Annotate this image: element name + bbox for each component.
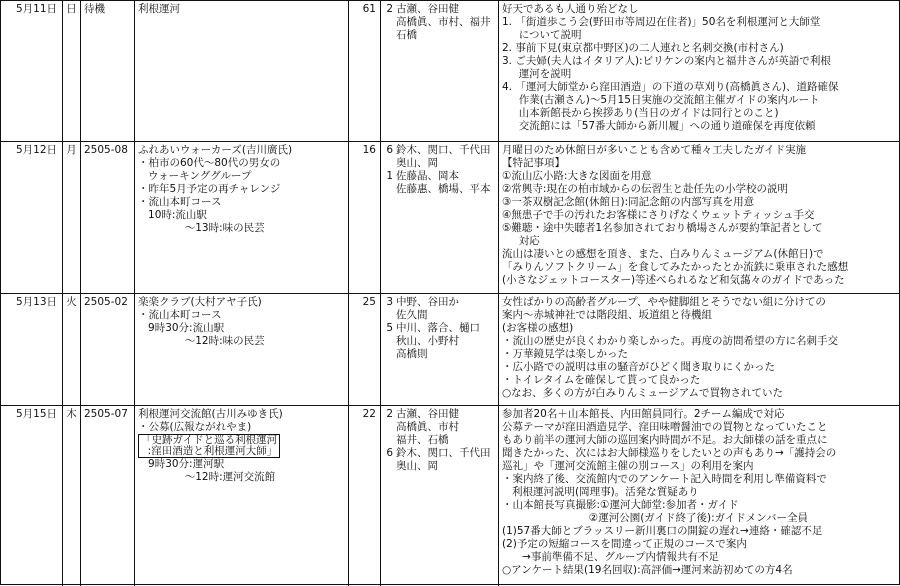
guide-count: 2 <box>386 3 393 15</box>
guide-line <box>383 170 495 183</box>
guide-names: 佐久間 <box>396 309 428 321</box>
note-line: 山本新館長から挨拶あり(当日のガイドは同行とのこと) <box>502 107 779 119</box>
guide-count: 3 <box>386 296 393 308</box>
note-line: ③一茶双樹記念館(休館日):同記念館の内部写真を用意 <box>502 196 755 208</box>
note-line: 3. ご夫婦(夫人はイタリア人):ビリケンの案内と福井さんが英語で利根 <box>502 55 831 67</box>
group-cell <box>135 294 349 405</box>
group-line: 利根運河交流館(古川みゆき氏) <box>138 408 283 420</box>
table-row <box>1 405 899 586</box>
event-title-line: :窪田酒造と利根運河大師」 <box>141 445 278 457</box>
guide-names: 古瀬、谷田健 <box>396 3 459 15</box>
group-line: ～12時:運河交流館 <box>138 471 276 483</box>
date-cell: 5月15日 <box>1 406 63 586</box>
note-line: 【特記事項】 <box>502 157 565 169</box>
guide-line <box>383 296 495 309</box>
guide-line <box>383 335 495 348</box>
group-line <box>138 434 345 458</box>
note-line: ・流山の歴史が良くわかり楽しかった。再度の訪問希望の方に名刺手交 <box>502 335 838 347</box>
participant-count-cell: 25 <box>349 294 381 405</box>
group-line: ・流山本町コース <box>138 309 222 321</box>
guides-cell <box>381 406 499 586</box>
guides-cell <box>381 1 499 141</box>
table-row <box>1 293 899 405</box>
guide-names: 奥山、岡 <box>396 460 438 472</box>
guide-line <box>383 183 495 196</box>
guide-line <box>383 421 495 434</box>
guide-names: 鈴木、関口、千代田 <box>396 144 491 156</box>
weekday-cell: 木 <box>63 406 81 586</box>
note-line: 流山は凄いとの感想を頂き、また、白みりんミュージアム(休館日)で <box>502 248 824 260</box>
note-line: ・万華鏡見学は楽しかった <box>502 348 628 360</box>
note-line: ○アンケート結果(19名回収):高評価→運河来訪初めての方4名 <box>502 564 793 576</box>
note-line: ○なお、多くの方が白みりんミュージアムで買物されていた <box>502 387 784 399</box>
note-line: について説明 <box>502 29 582 41</box>
date-cell: 5月12日 <box>1 142 63 293</box>
note-line: 巡礼」や「運河交流館主催の別コース」の利用を案内 <box>502 460 754 472</box>
request-code-cell: 2505-02 <box>81 294 135 405</box>
group-line: ・柏市の60代～80代の男女の <box>138 157 281 169</box>
note-line: 月曜日のため休館日が多いことも含めて種々工夫したガイド実施 <box>502 144 807 156</box>
group-line: ～13時:味の民芸 <box>138 222 265 234</box>
table-row <box>1 1 899 141</box>
group-line: 9時30分:流山駅 <box>138 322 225 334</box>
guide-line <box>383 447 495 460</box>
group-line: 利根運河 <box>138 3 180 15</box>
group-line: ふれあいウォーカーズ(吉川廣氏) <box>138 144 293 156</box>
note-line: →事前準備不足、グループ内情報共有不足 <box>502 551 719 563</box>
note-line: 好天であるも人通り殆どなし <box>502 3 639 15</box>
participant-count-cell: 16 <box>349 142 381 293</box>
note-line: 作業(古瀬さん)～5月15日実施の交流館主催ガイドの案内ルート <box>502 94 820 106</box>
guide-names: 中川、落合、樋口 <box>396 322 480 334</box>
guide-count: 2 <box>386 408 393 420</box>
event-title-box <box>138 434 280 458</box>
guide-count: 6 <box>386 144 393 156</box>
guide-names: 福井、石橋 <box>396 434 449 446</box>
guide-names: 古瀬、谷田健 <box>396 408 459 420</box>
guide-count: 1 <box>386 170 393 182</box>
group-line: 10時:流山駅 <box>138 209 207 221</box>
note-line: (2)予定の短縮コースを間違って正規のコースで案内 <box>502 538 747 550</box>
participant-count-cell: 22 <box>349 406 381 586</box>
request-code-cell: 2505-08 <box>81 142 135 293</box>
weekday-cell: 日 <box>63 1 81 141</box>
note-line: ・広小路での説明は車の騒音がひどく聞き取りにくかった <box>502 361 775 373</box>
note-line: 4. 「運河大師堂から窪田酒造」の下道の草刈り(高橋眞さん)、道路確保 <box>502 81 839 93</box>
notes-cell <box>499 406 899 586</box>
note-line: もあり前半の運河大師の巡回案内時間が不足。お大師様の話を重点に <box>502 434 828 446</box>
group-cell <box>135 142 349 293</box>
guide-count: 5 <box>386 322 393 334</box>
note-line: 聞きたかった、次にはお大師様巡りをしたいとの声もあり→「護持会の <box>502 447 837 459</box>
note-line: 交流館には「57番大師から新川履」への通り道確保を再度依頼 <box>502 120 816 132</box>
note-line: ・トイレタイムを確保して貰って良かった <box>502 374 701 386</box>
guide-names: 高橋則 <box>396 348 428 360</box>
date-cell: 5月11日 <box>1 1 63 141</box>
guide-names: 鈴木、関口、千代田 <box>396 447 491 459</box>
group-line: ・流山本町コース <box>138 196 222 208</box>
note-line: ・案内終了後、交流館内でのアンケート記入時間を利用し準備資料で <box>502 473 827 485</box>
guide-line <box>383 322 495 335</box>
guide-line <box>383 157 495 170</box>
guide-names: 中野、谷田か <box>396 296 459 308</box>
guide-names: 佐藤晶、岡本 <box>396 170 459 182</box>
notes-cell <box>499 1 899 141</box>
guide-names: 秋山、小野村 <box>396 335 459 347</box>
note-line: (お客様の感想) <box>502 322 574 334</box>
note-line: 利根運河説明(岡理事)。活発な質疑あり <box>502 486 699 498</box>
group-cell <box>135 406 349 586</box>
guide-line <box>383 408 495 421</box>
guides-cell <box>381 294 499 405</box>
notes-cell <box>499 142 899 293</box>
group-line: 9時30分:運河駅 <box>138 458 225 470</box>
note-line: 公募テーマが窪田酒造見学、窪田味噌醤油での買物となっていたこと <box>502 421 828 433</box>
note-line: 2. 事前下見(東京都中野区)の二人連れと名刺交換(市村さん) <box>502 42 784 54</box>
guide-line <box>383 16 495 29</box>
table-row <box>1 141 899 293</box>
guide-line <box>383 434 495 447</box>
note-line: ⑤難聴・途中失聴者1名参加されており橋場さんが要約筆記者として <box>502 222 823 234</box>
date-cell: 5月13日 <box>1 294 63 405</box>
note-line: ①流山広小路:大きな図面を用意 <box>502 170 652 182</box>
note-line: ④無患子で手の汚れたお客様にさりげなくウェットティッシュ手交 <box>502 209 815 221</box>
group-line: ～12時:味の民芸 <box>138 335 265 347</box>
group-cell <box>135 1 349 141</box>
guide-line <box>383 29 495 42</box>
guide-names: 高橋眞、市村 <box>396 421 459 433</box>
note-line: 案内～赤城神社では階段組、坂道組と待機組 <box>502 309 712 321</box>
note-line: (小さなジェットコースター)等述べられるなど和気藹々のガイドであった <box>502 274 845 286</box>
guide-line <box>383 309 495 322</box>
guide-names: 石橋 <box>396 29 417 41</box>
note-line: (1)57番大師とブラッスリー新川裏口の開錠の遅れ→連絡・確認不足 <box>502 525 823 537</box>
guide-line <box>383 144 495 157</box>
group-line: 楽楽クラブ(大村アヤ子氏) <box>138 296 262 308</box>
note-line: 運河を説明 <box>502 68 572 80</box>
note-line: 対応 <box>502 235 540 247</box>
group-line: ・公募(広報ながれやま) <box>138 421 252 433</box>
guide-names: 高橋眞、市村、福井 <box>396 16 491 28</box>
note-line: ・山本館長写真撮影:①運河大師堂:参加者・ガイド <box>502 499 739 511</box>
note-line: 女性ばかりの高齢者グループ、やや健脚組とそうでない組に分けての <box>502 296 826 308</box>
event-title-line: 「史跡ガイドと巡る利根運河 <box>141 434 278 446</box>
group-line: ・昨年5月予定の再チャレンジ <box>138 183 281 195</box>
note-line: 1. 「街道歩こう会(野田市等周辺在住者)」50名を利根運河と大師堂 <box>502 16 821 28</box>
guide-count: 6 <box>386 447 393 459</box>
weekday-cell: 月 <box>63 142 81 293</box>
note-line: ②常興寺:現在の柏市域からの伝習生と赴任先の小学校の説明 <box>502 183 788 195</box>
note-line: 「みりんソフトクリーム」を食してみたかったとか流鉄に乗車された感想 <box>502 261 849 273</box>
guide-names: 佐藤惠、橋場、平本 <box>396 183 491 195</box>
guides-cell <box>381 142 499 293</box>
request-code-cell: 待機 <box>81 1 135 141</box>
group-line: ウォーキンググループ <box>138 170 252 182</box>
weekday-cell: 火 <box>63 294 81 405</box>
request-code-cell: 2505-07 <box>81 406 135 586</box>
note-line: ②運河公園(ガイド終了後):ガイドメンバー全員 <box>502 512 808 524</box>
participant-count-cell: 61 <box>349 1 381 141</box>
guide-line <box>383 348 495 361</box>
guide-line <box>383 3 495 16</box>
notes-cell <box>499 294 899 405</box>
guide-names: 奥山、岡 <box>396 157 438 169</box>
guide-line <box>383 460 495 473</box>
note-line: 参加者20名＋山本館長、内田館員同行。2チーム編成で対応 <box>502 408 785 420</box>
